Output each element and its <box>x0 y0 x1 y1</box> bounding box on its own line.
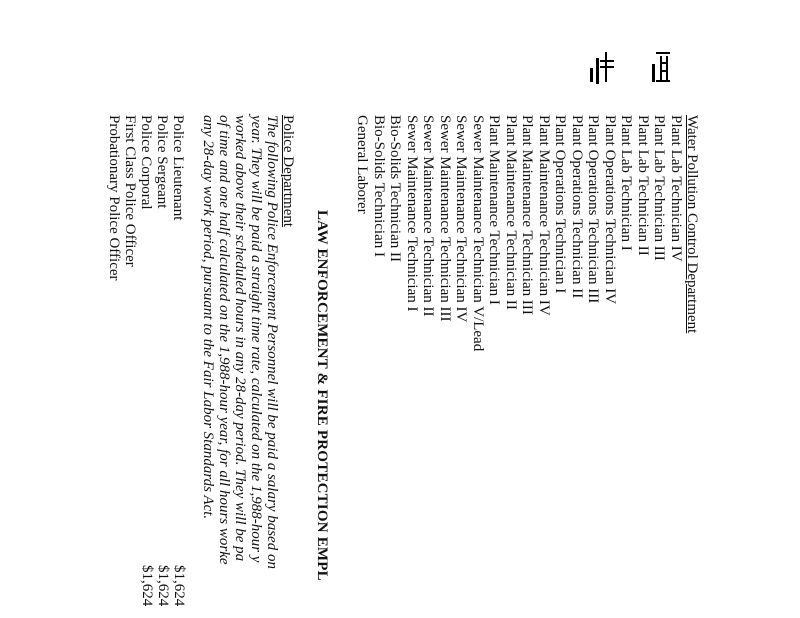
wpc-item: Plant Maintenance Technician I <box>486 115 503 305</box>
rank-amount: $1,624 <box>171 565 187 607</box>
wpc-item: Plant Maintenance Technician II <box>503 115 519 310</box>
police-rank-row: Police Corporal $1,624 <box>138 115 155 607</box>
wpc-item: Bio-Solids Technician II <box>387 115 404 262</box>
wpc-item: Plant Lab Technician IV <box>668 115 684 262</box>
wpc-item: Plant Lab Technician III <box>651 115 668 261</box>
police-rank-row: First Class Police Officer <box>122 115 138 267</box>
wpc-item: Bio-Solids Technician I <box>371 115 387 257</box>
rank-amount: $1,624 <box>155 565 171 607</box>
wpc-item: Plant Maintenance Technician IV <box>536 115 552 316</box>
wpc-item: General Laborer <box>354 115 371 214</box>
wpc-item: Sewer Maintenance Technician II <box>420 115 437 317</box>
wpc-item: Plant Operations Technician I <box>552 115 569 294</box>
police-rank-row: Probationary Police Officer <box>106 115 122 281</box>
wpc-item: Sewer Maintenance Technician I <box>404 115 420 312</box>
wpc-item: Sewer Maintenance Technician V/Lead <box>470 115 486 352</box>
wpc-item: Plant Operations Technician II <box>569 115 585 299</box>
police-paragraph-line: The following Police Enforcement Personnel will be paid a salary based on <box>264 115 280 569</box>
police-paragraph-line: year. They will be paid a straight time rate, calculated on the 1,988-hour y <box>248 115 264 563</box>
wpc-item: Sewer Maintenance Technician IV <box>453 115 470 323</box>
police-rank-row: Police Sergeant $1,624 <box>154 115 171 607</box>
wpc-item: Plant Lab Technician I <box>618 115 635 251</box>
section-heading: LAW ENFORCEMENT & FIRE PROTECTION EMPL <box>314 210 330 581</box>
police-paragraph-line: of time and one half calculated on the 1,988-hour year, for all hours worke <box>216 115 232 565</box>
police-paragraph-line: any 28-day work period, pursuant to the Fair Labor Standards Act. <box>200 115 216 520</box>
wpc-item: Plant Lab Technician II <box>635 115 651 256</box>
wpc-item: Sewer Maintenance Technician III <box>437 115 453 322</box>
wpc-item: Plant Operations Technician III <box>585 115 602 304</box>
wpc-item: Plant Operations Technician IV <box>602 115 618 305</box>
police-rank-row: Police Lieutenant $1,624 <box>170 115 187 607</box>
police-paragraph-line: worked above their scheduled hours in any 28-day period. They will be pa <box>232 115 248 562</box>
wpc-item: Plant Maintenance Technician III <box>519 115 536 315</box>
police-title: Police Department <box>280 115 296 228</box>
wpc-title: Water Pollution Control Department <box>684 115 700 334</box>
rank-amount: $1,624 <box>139 565 155 607</box>
